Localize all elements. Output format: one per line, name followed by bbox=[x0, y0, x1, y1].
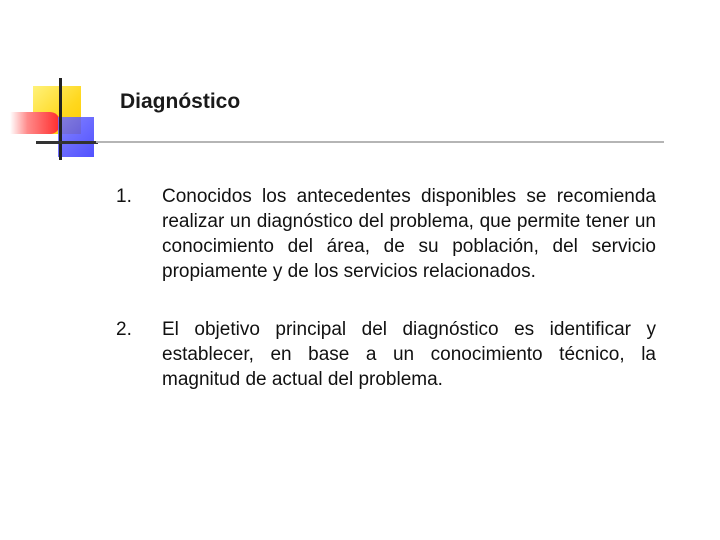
decor-red-bar bbox=[10, 112, 60, 134]
list-item bbox=[116, 184, 656, 284]
list-item bbox=[116, 317, 656, 392]
decor-blue-square bbox=[58, 117, 94, 157]
slide-title: Diagnóstico bbox=[120, 90, 241, 113]
list-item-number: 2. bbox=[116, 319, 132, 340]
decor-vertical-line bbox=[59, 78, 62, 160]
list-item-text: Conocidos los antecedentes disponibles se recomienda realizar un diagnóstico del problema, que permite tener un conocimiento del área, de su población, del servicio propiamente y de los servicios relacionados. bbox=[162, 186, 656, 282]
list-item-number: 1. bbox=[116, 186, 132, 207]
numbered-list bbox=[116, 184, 656, 425]
decor-horizontal-line bbox=[36, 141, 98, 144]
title-underline bbox=[96, 141, 664, 143]
list-item-text: El objetivo principal del diagnóstico es identificar y establecer, en base a un conocimiento técnico, la magnitud de actual del problema. bbox=[162, 319, 656, 390]
